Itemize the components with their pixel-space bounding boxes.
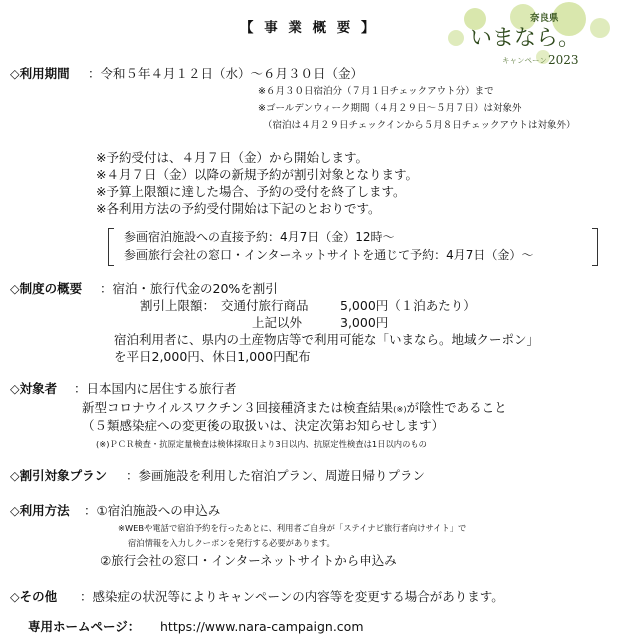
method-item-1: ：①宿泊施設への申込み <box>84 503 221 518</box>
system-line-1: ：宿泊・旅行代金の20%を割引 <box>100 281 278 296</box>
reservation-note-1: ※予約受付は、４月７日（金）から開始します。 <box>96 150 368 165</box>
method-note-1: ※WEBや電話で宿泊予約を行ったあとに、利用者ご自身が「ステイナビ旅行者向けサイト」で <box>118 523 467 533</box>
target-footnote: (※)ＰＣＲ検査・抗原定量検査は検体採取日より3日以内、抗原定性検査は1日以内のもの <box>96 439 427 449</box>
reservation-note-4: ※各利用方法の予約受付開始は下記のとおりです。 <box>96 201 381 216</box>
box-line-1: 参画宿泊施設への直接予約：4月7日（金）12時～ <box>124 230 395 244</box>
target-line-1: ：日本国内に居住する旅行者 <box>74 381 237 396</box>
homepage-link[interactable]: https://www.nara-campaign.com <box>160 619 364 634</box>
logo-prefecture: 奈良県 <box>530 13 559 24</box>
campaign-logo <box>440 0 622 72</box>
reservation-note-3: ※予算上限額に達した場合、予約の受付を終了します。 <box>96 184 406 199</box>
logo-campaign: キャンペーン <box>502 56 547 65</box>
system-heading: ◇制度の概要 <box>10 281 83 296</box>
period-note-2: ※ゴールデンウィーク期間（４月２９日～５月７日）は対象外 <box>258 103 522 114</box>
target-line-3: （５類感染症への変更後の取扱いは、決定次第お知らせします） <box>82 418 445 433</box>
logo-circle-decoration <box>590 18 610 38</box>
limit-row-1-value: 5,000円（１泊あたり） <box>340 298 476 313</box>
limit-row-2-label: 上記以外 <box>252 315 303 330</box>
other-value: ：感染症の状況等によりキャンペーンの内容等を変更する場合があります。 <box>80 589 504 604</box>
period-note-1: ※６月３０日宿泊分（７月１日チェックアウト分）まで <box>258 86 494 97</box>
limit-row-1-label: 交通付旅行商品 <box>221 298 309 313</box>
target-footnote-mark: (※) <box>393 404 407 414</box>
box-bracket-left <box>108 228 114 266</box>
page-title: 【 事 業 概 要 】 <box>240 20 378 36</box>
coupon-line-2: を平日2,000円、休日1,000円配布 <box>114 349 311 364</box>
method-item-2: ②旅行会社の窓口・インターネットサイトから申込み <box>100 553 397 568</box>
logo-name: いまなら。 <box>470 26 581 51</box>
method-note-2: 宿泊情報を入力しクーポンを発行する必要があります。 <box>128 538 335 548</box>
method-heading: ◇利用方法 <box>10 503 70 518</box>
coupon-line-1: 宿泊利用者に、県内の土産物店等で利用可能な「いまなら。地域クーポン」 <box>114 332 540 347</box>
target-line-2-text: 新型コロナウイルスワクチン３回接種済または検査結果 <box>82 400 394 415</box>
plan-value: ：参画施設を利用した宿泊プラン、周遊日帰りプラン <box>126 468 426 483</box>
logo-year: 2023 <box>548 53 579 67</box>
limit-label: 割引上限額： <box>140 298 216 313</box>
logo-circle-decoration <box>448 30 464 46</box>
target-heading: ◇対象者 <box>10 381 58 396</box>
homepage-label: 専用ホームページ： <box>28 619 141 634</box>
limit-row-2-value: 3,000円 <box>340 315 389 330</box>
period-note-3: （宿泊は４月２９日チェックインから５月８日チェックアウトは対象外） <box>263 120 576 131</box>
period-heading: ◇利用期間 <box>10 66 70 81</box>
reservation-note-2: ※４月７日（金）以降の新規予約が割引対象となります。 <box>96 167 418 182</box>
other-heading: ◇その他 <box>10 589 58 604</box>
box-bracket-right <box>592 228 598 266</box>
plan-heading: ◇割引対象プラン <box>10 468 108 483</box>
period-value: ：令和５年４月１２日（水）～６月３０日（金） <box>88 66 364 81</box>
box-line-2: 参画旅行会社の窓口・インターネットサイトを通じて予約：4月7日（金）～ <box>124 248 534 262</box>
target-line-2 <box>82 402 507 415</box>
target-line-2-end: が陰性であること <box>406 400 507 415</box>
